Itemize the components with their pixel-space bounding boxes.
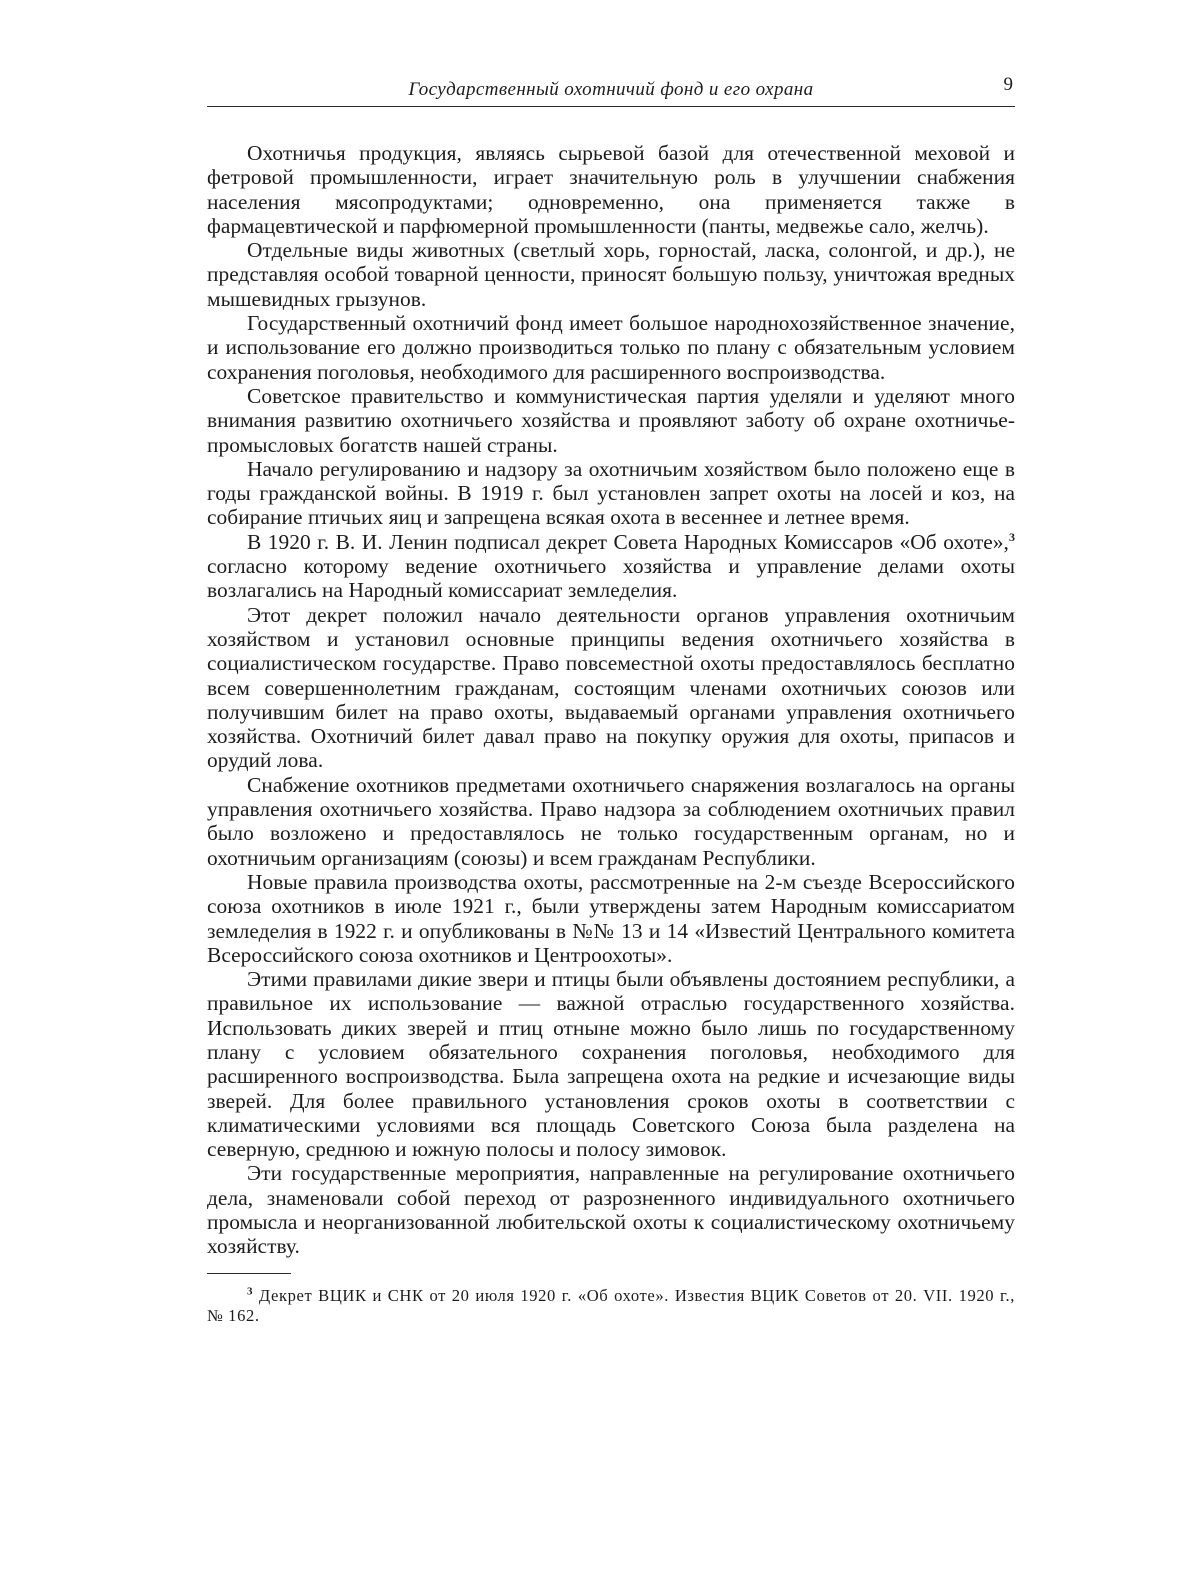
book-page <box>207 74 1015 1326</box>
paragraph: Отдельные виды животных (светлый хорь, горностай, ласка, солонгой, и др.), не представляя особой товарной ценности, приносят большую пользу, уничтожая вредных мышевидных грызунов. <box>207 238 1015 311</box>
footnote-text: Декрет ВЦИК и СНК от 20 июля 1920 г. «Об охоте». Известия ВЦИК Советов от 20. VII. 1920 г., № 162. <box>207 1285 1015 1325</box>
footnote-number: 3 <box>247 1285 254 1298</box>
footnote <box>207 1286 1015 1326</box>
paragraph: Советское правительство и коммунистическая партия уделяли и уделяют много внимания развитию охотничьего хозяйства и проявляют заботу об охране охотничье-промысловых богатств нашей страны. <box>207 383 1015 457</box>
running-title: Государственный охотничий фонд и его охрана <box>408 79 814 100</box>
running-header <box>207 74 1015 107</box>
paragraph-text: согласно которому ведение охотничьего хозяйства и управление делами охоты возлагались на Народный комиссариат земледелия. <box>207 554 1015 603</box>
paragraph: Снабжение охотников предметами охотничьего снаряжения возлагалось на органы управления охотничьего хозяйства. Право надзора за соблюдением охотничьих правил было возложено и предоставлялось не только государственным органам, но и охотничьим организациям (союзы) и всем гражданам Республики. <box>207 772 1015 870</box>
paragraph: Этими правилами дикие звери и птицы были объявлены достоянием республики, а правильное их использование — важной отраслью государственного хозяйства. Использовать диких зверей и птиц отныне можно было лишь по государственному плану с условием обязательного сохранения поголовья, необходимого для расширенного воспроизводства. Была запрещена охота на редкие и исчезающие виды зверей. Для более правильного установления сроков охоты в соответствии с климатическими условиями вся площадь Советского Союза была разделена на северную, среднюю и южную полосы и полосу зимовок. <box>207 967 1015 1162</box>
footnote-reference[interactable]: 3 <box>1008 529 1015 544</box>
paragraph: Этот декрет положил начало деятельности органов управления охотничьим хозяйством и установил основные принципы ведения охотничьего хозяйства в социалистическом государстве. Право повсеместной охоты предоставлялось бесплатно всем совершеннолетним гражданам, состоящим членами охотничьих союзов или получившим билет на право охоты, выдаваемый органами управления охотничьего хозяйства. Охотничий билет давал право на покупку оружия для охоты, припасов и орудий лова. <box>207 602 1015 773</box>
paragraph-with-footnote <box>207 530 1015 603</box>
paragraph: Государственный охотничий фонд имеет большое народнохозяйственное значение, и использование его должно производиться только по плану с обязательным условием сохранения поголовья, необходимого для расширенного воспроизводства. <box>207 311 1015 384</box>
paragraph-text: В 1920 г. В. И. Ленин подписал декрет Совета Народных Комиссаров «Об охоте», <box>247 529 1009 554</box>
paragraph: Эти государственные мероприятия, направленные на регулирование охотничьего дела, знаменовали собой переход от разрозненного индивидуального охотничьего промысла и неорганизованной любительской охоты к социалистическому охотничьему хозяйству. <box>207 1161 1015 1259</box>
footnote-divider <box>207 1273 291 1274</box>
main-text <box>207 141 1015 1259</box>
paragraph: Охотничья продукция, являясь сырьевой базой для отечественной меховой и фетровой промышленности, играет значительную роль в улучшении снабжения населения мясопродуктами; одновременно, она применяется также в фармацевтической и парфюмерной промышленности (панты, медвежье сало, желчь). <box>207 141 1015 238</box>
paragraph: Начало регулированию и надзору за охотничьим хозяйством было положено еще в годы гражданской войны. В 1919 г. был установлен запрет охоты на лосей и коз, на собирание птичьих яиц и запрещена всякая охота в весеннее и летнее время. <box>207 456 1015 530</box>
paragraph: Новые правила производства охоты, рассмотренные на 2-м съезде Всероссийского союза охотников в июле 1921 г., были утверждены затем Народным комиссариатом земледелия в 1922 г. и опубликованы в №№ 13 и 14 «Известий Центрального комитета Всероссийского союза охотников и Центроохоты». <box>207 869 1015 967</box>
page-number: 9 <box>1003 74 1013 95</box>
